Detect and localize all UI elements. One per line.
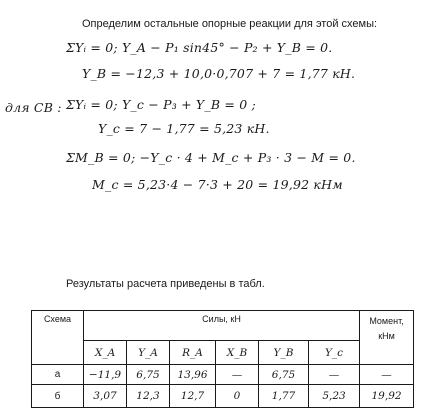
- equation-sum-moment: ΣM_B = 0; −Y_c · 4 + M_c + P₃ · 3 − M = 0.: [66, 150, 356, 165]
- equation-yb-result: Y_B = −12,3 + 10,0·0,707 + 7 = 1,77 кН.: [82, 66, 356, 81]
- table-cell: 12,3: [127, 385, 170, 408]
- column-header: X_A: [84, 341, 127, 365]
- table-cell: —: [309, 365, 360, 385]
- table-cell: −11,9: [84, 365, 127, 385]
- column-header: X_B: [216, 341, 259, 365]
- column-header: Y_B: [259, 341, 309, 365]
- equation-sum-y-whole: ΣYᵢ = 0; Y_A − P₁ sin45° − P₂ + Y_B = 0.: [66, 40, 333, 55]
- results-table: [31, 310, 414, 408]
- table-cell: 6,75: [259, 365, 309, 385]
- table-cell: 0: [216, 385, 259, 408]
- table-cell: —: [216, 365, 259, 385]
- table-row: [32, 365, 414, 385]
- table-row: [32, 385, 414, 408]
- equation-sum-y-cb: ΣYᵢ = 0; Y_c − P₃ + Y_B = 0 ;: [66, 97, 256, 112]
- row-label: а: [32, 365, 84, 385]
- table-subheader-row: [32, 341, 414, 365]
- column-header: Y_A: [127, 341, 170, 365]
- table-cell: 13,96: [170, 365, 216, 385]
- table-cell: —: [360, 365, 414, 385]
- header-forces: Силы, кН: [84, 311, 360, 341]
- column-header: Y_c: [309, 341, 360, 365]
- table-cell: 3,07: [84, 385, 127, 408]
- table-cell: 6,75: [127, 365, 170, 385]
- header-moment: Момент, кНм: [360, 311, 414, 365]
- equation-mc-result: M_c = 5,23·4 − 7·3 + 20 = 19,92 кНм: [92, 177, 343, 192]
- table-cell: 1,77: [259, 385, 309, 408]
- section-heading: Определим остальные опорные реакции для этой схемы:: [82, 18, 378, 30]
- header-scheme: Схема: [32, 311, 84, 365]
- table-header-row: [32, 311, 414, 341]
- table-cell: 12,7: [170, 385, 216, 408]
- table-cell: 19,92: [360, 385, 414, 408]
- equation-yc-result: Y_c = 7 − 1,77 = 5,23 кН.: [98, 121, 270, 136]
- table-cell: 5,23: [309, 385, 360, 408]
- column-header: R_A: [170, 341, 216, 365]
- row-label: б: [32, 385, 84, 408]
- results-caption: Результаты расчета приведены в табл.: [66, 278, 265, 290]
- side-label-cb: для CB :: [5, 100, 62, 115]
